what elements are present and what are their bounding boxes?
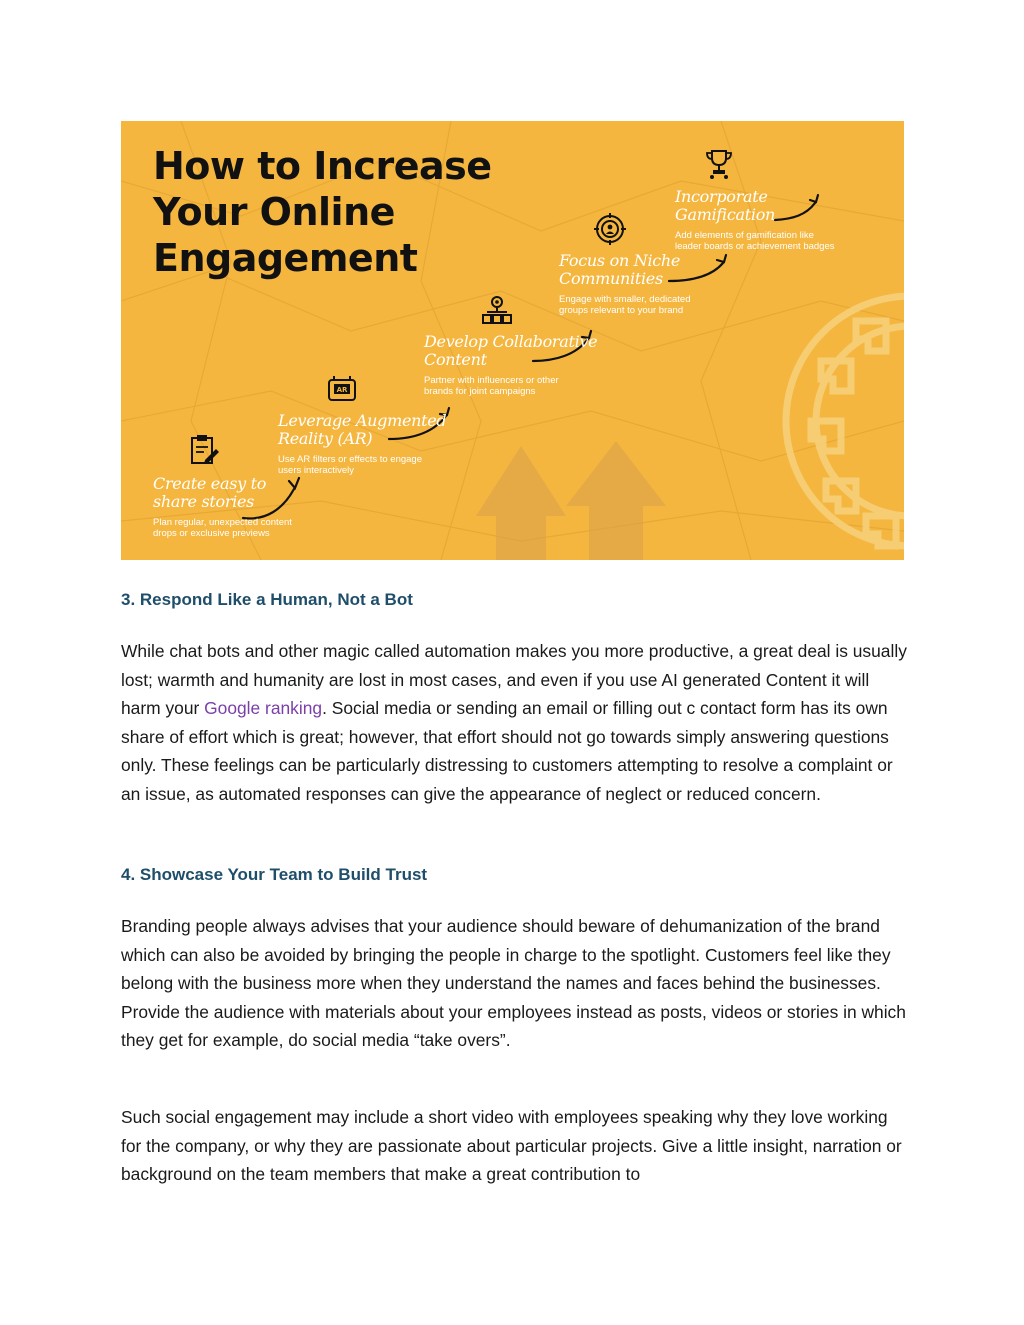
step-description: Plan regular, unexpected content drops or exclusive previews xyxy=(153,517,292,539)
step-description: Engage with smaller, dedicated groups relevant to your brand xyxy=(559,294,691,316)
step-description: Use AR filters or effects to engage users interactively xyxy=(278,454,422,476)
ar-icon-text: AR xyxy=(336,386,348,394)
paragraph-text: While chat bots and other magic called automation makes you more productive, a great deal is usually lost; warmth and humanity are lost in most cases, and even if you use AI generated Content it will harm your xyxy=(121,641,907,719)
step-description: Partner with influencers or other brands for joint campaigns xyxy=(424,375,559,397)
step-title: Leverage Augmented Reality (AR) xyxy=(278,411,447,448)
step-share-stories xyxy=(153,475,292,539)
step-title: Create easy to share stories xyxy=(153,474,267,511)
section-heading-showcase-team: 4. Showcase Your Team to Build Trust xyxy=(121,865,428,884)
google-ranking-link[interactable]: Google ranking xyxy=(204,698,323,719)
engagement-infographic xyxy=(121,121,904,560)
infographic-title: How to Increase Your Online Engagement xyxy=(153,144,492,280)
step-title: Focus on Niche Communities xyxy=(559,251,681,288)
step-collaborative-content xyxy=(424,333,597,397)
section-heading-respond-like-human: 3. Respond Like a Human, Not a Bot xyxy=(121,590,413,609)
trophy-gamification-icon xyxy=(704,148,734,180)
target-community-icon xyxy=(594,213,626,245)
step-gamification xyxy=(675,188,835,252)
clipboard-edit-icon xyxy=(187,433,221,467)
step-augmented-reality xyxy=(278,412,446,476)
step-title: Incorporate Gamification xyxy=(675,187,776,224)
step-description: Add elements of gamification like leader boards or achievement badges xyxy=(675,230,835,252)
paragraph-showcase-team-2: Such social engagement may include a short video with employees speaking why they love working for the company, or why they are passionate about particular projects. Give a little insight, narration or background on the team members that make a great contribution to xyxy=(121,1107,902,1185)
paragraph-text: . Social media or sending an email or filling out c contact form has its own share of effort which is great; however, that effort should not go towards simply answering questions only. These feelings can be particularly distressing to customers attempting to resolve a complaint or an issue, as automated responses can give the appearance of neglect or reduced concern. xyxy=(121,698,893,804)
paragraph-showcase-team-1: Branding people always advises that your audience should beware of dehumanization of the brand which can also be avoided by bringing the people in charge to the spotlight. Customers feel like they belong with the business more when they understand the names and faces behind the businesses. Provide the audience with materials about your employees instead as posts, videos or stories in which they get for example, do social media “take overs”. xyxy=(121,916,906,1051)
ar-headset-icon xyxy=(326,374,358,406)
step-niche-communities xyxy=(559,252,691,316)
collaboration-gear-icon xyxy=(481,294,513,326)
step-title: Develop Collaborative Content xyxy=(424,332,598,369)
paragraph-respond-like-human xyxy=(121,637,911,809)
